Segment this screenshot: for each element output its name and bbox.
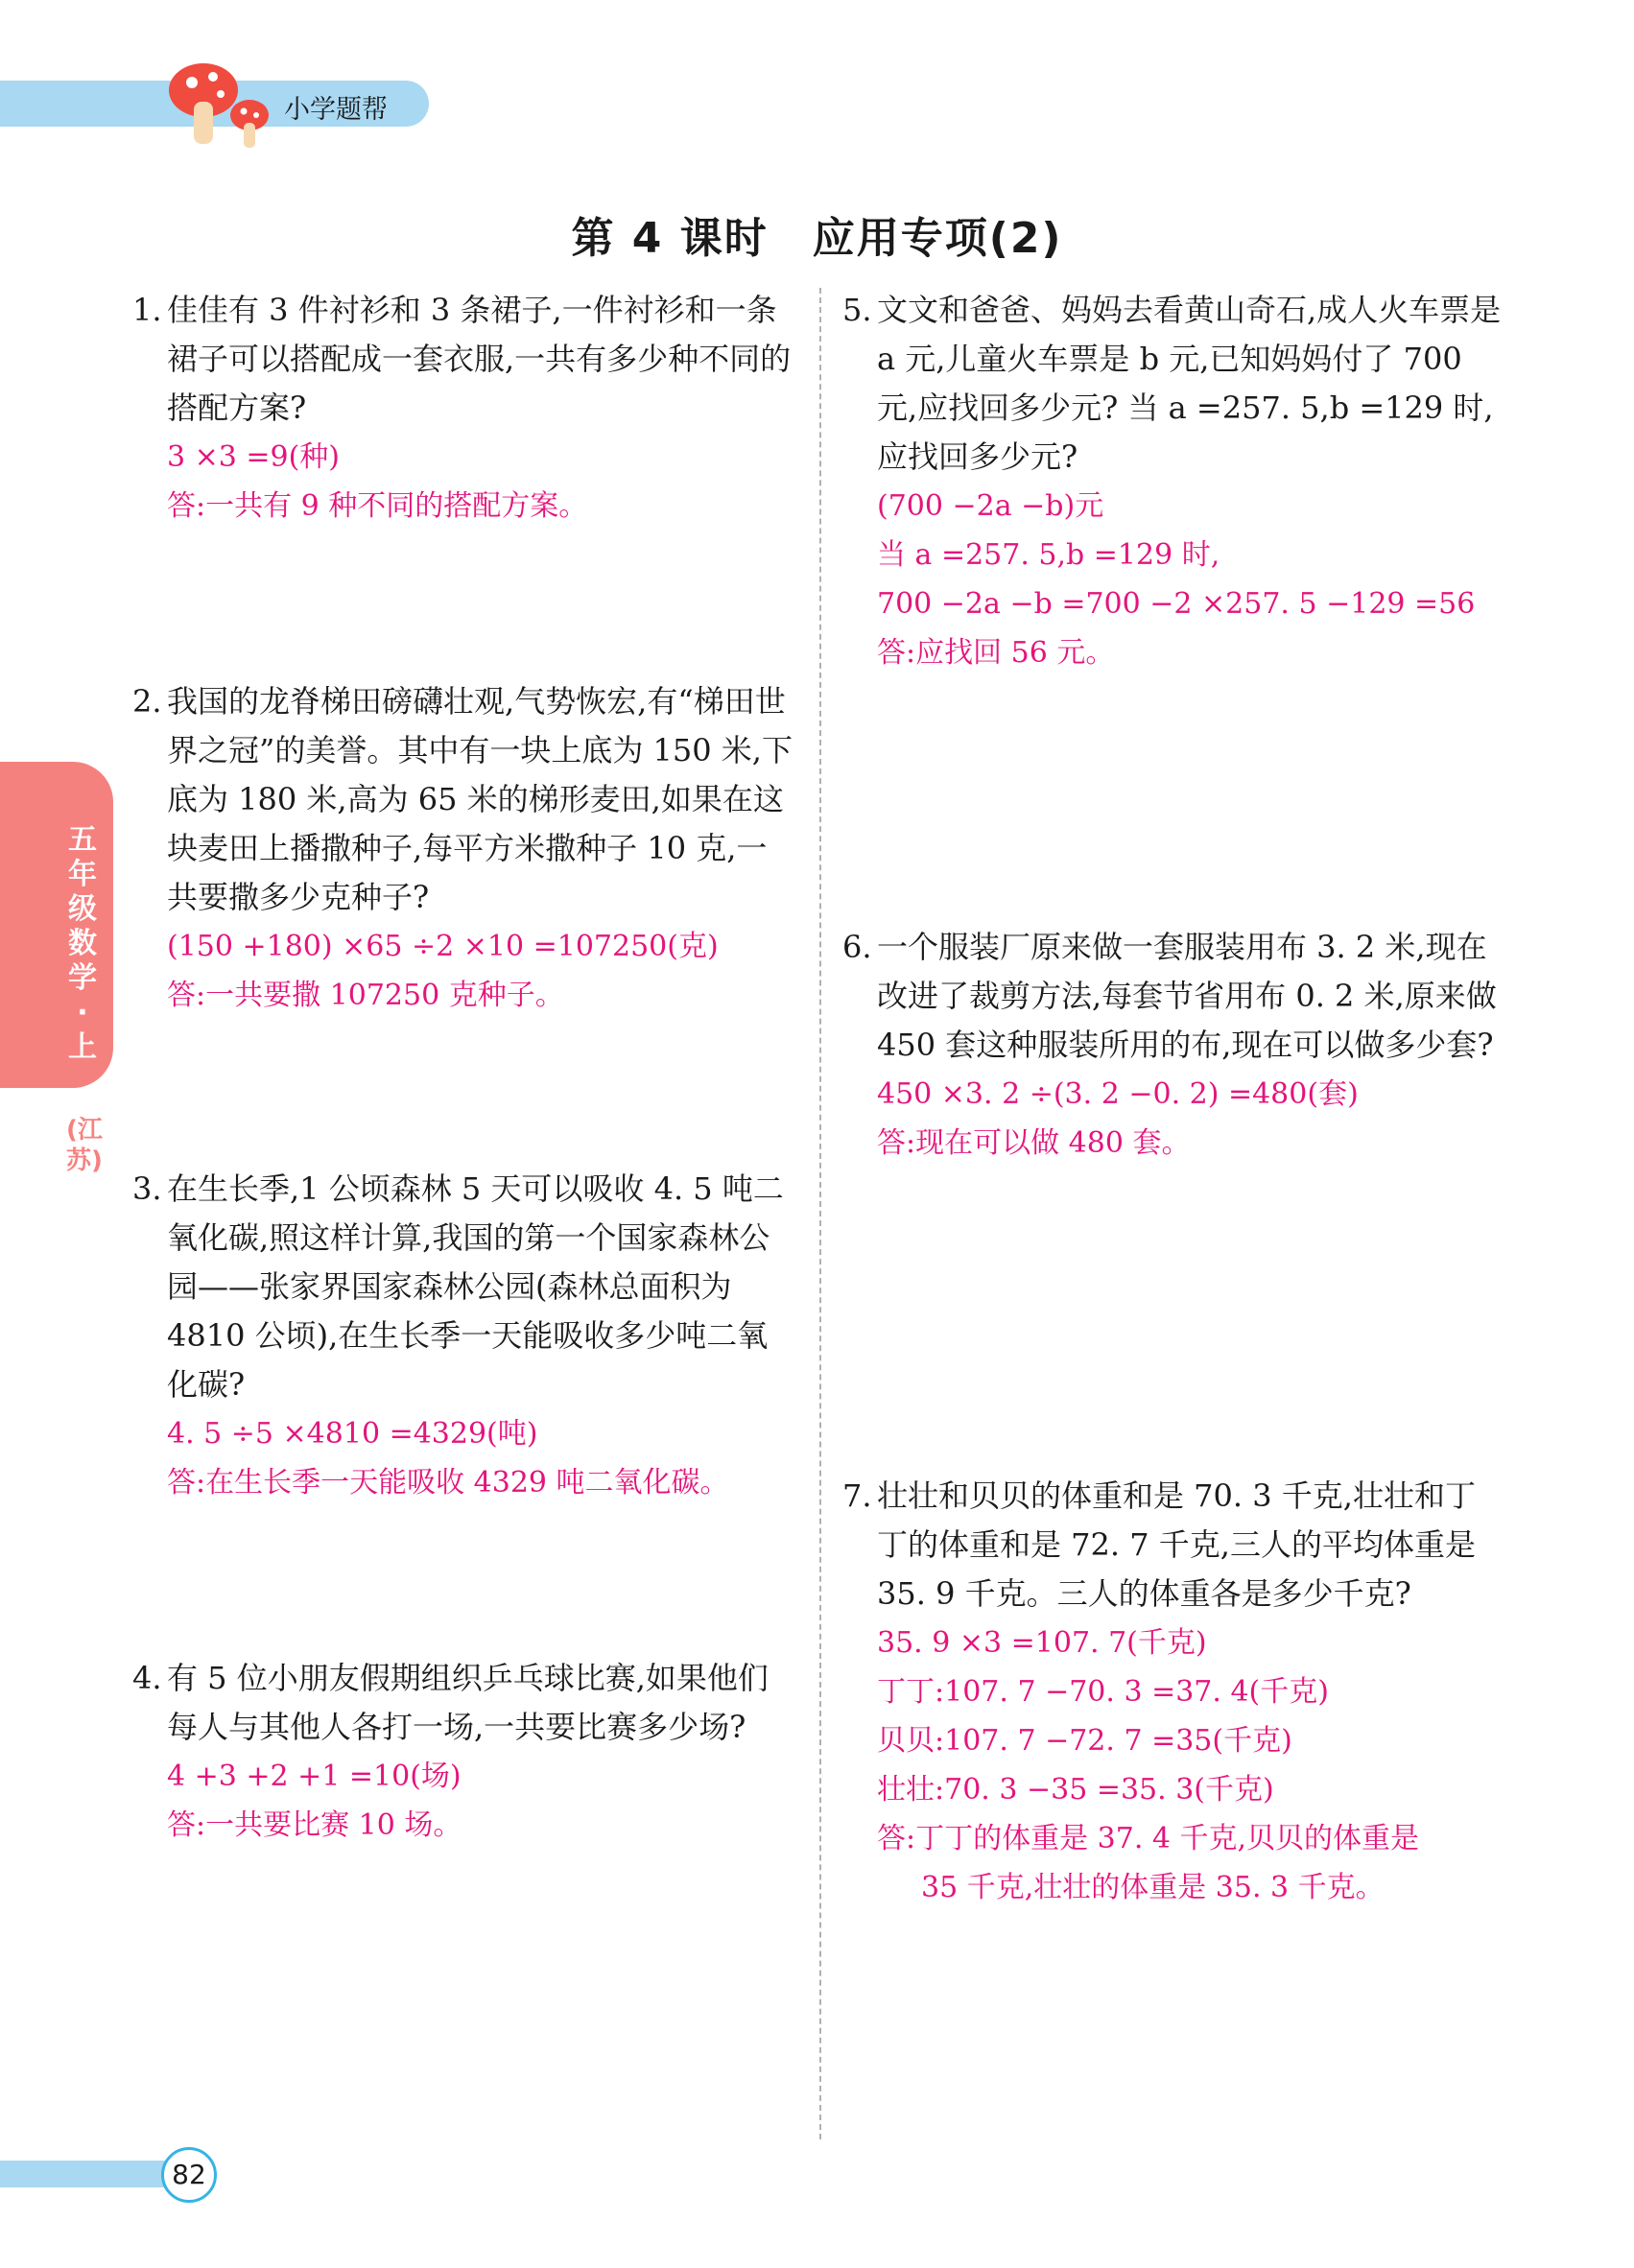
problem-number: 7. [842,1477,872,1514]
problem-5 [842,286,1504,677]
problem-question: 在生长季,1 公顷森林 5 天可以吸收 4. 5 吨二氧化碳,照这样计算,我国的第一个国家森林公园——张家界国家森林公园(森林总面积为 4810 公顷),在生长季一天能吸收多少吨二氧化碳? [167,1170,784,1403]
answer-line: 丁丁:107. 7 −70. 3 =37. 4(千克) [877,1675,1329,1709]
problem-number: 2. [132,683,162,720]
problem-1 [132,286,794,531]
answer-line: 答:应找回 56 元。 [877,636,1115,670]
region-label: (江苏) [66,1116,103,1175]
brand-label: 小学题帮 [284,95,388,125]
answer-line: 4. 5 ÷5 ×4810 =4329(吨) [167,1417,538,1451]
answer-line: 贝贝:107. 7 −72. 7 =35(千克) [877,1724,1292,1758]
answer-line: 700 −2a −b =700 −2 ×257. 5 −129 =56 [877,587,1476,621]
answer-line: 35. 9 ×3 =107. 7(千克) [877,1626,1207,1660]
answer-line: 4 +3 +2 +1 =10(场) [167,1760,462,1793]
problem-7 [842,1472,1504,1912]
problem-4 [132,1654,794,1850]
answer-line: (150 +180) ×65 ÷2 ×10 =107250(克) [167,930,719,963]
answer-line: 答:现在可以做 480 套。 [877,1126,1191,1160]
problem-number: 3. [132,1170,162,1207]
answer-line: 450 ×3. 2 ÷(3. 2 −0. 2) =480(套) [877,1077,1359,1111]
problem-question: 文文和爸爸、妈妈去看黄山奇石,成人火车票是 a 元,儿童火车票是 b 元,已知妈妈付了 700 元,应找回多少元? 当 a =257. 5,b =129 时,应找回多少元? [877,292,1502,475]
answer-line: 答:在生长季一天能吸收 4329 吨二氧化碳。 [167,1466,729,1500]
column-divider [819,288,821,2139]
answer-line: 答:一共要撒 107250 克种子。 [167,979,564,1012]
problem-6 [842,923,1504,1168]
problem-number: 6. [842,929,872,965]
answer-line: (700 −2a −b)元 [877,489,1104,523]
problem-2 [132,677,794,1020]
page-title: 第 4 课时 应用专项(2) [571,214,1063,263]
problem-question: 壮壮和贝贝的体重和是 70. 3 千克,壮壮和丁丁的体重和是 72. 7 千克,三人的平均体重是 35. 9 千克。三人的体重各是多少千克? [877,1477,1476,1612]
answer-line: 壮壮:70. 3 −35 =35. 3(千克) [877,1773,1274,1807]
answer-line: 当 a =257. 5,b =129 时, [877,538,1220,572]
grade-label: 五年级数学·上 [68,823,97,1064]
answer-line: 答:一共要比赛 10 场。 [167,1808,462,1842]
answer-line: 35 千克,壮壮的体重是 35. 3 千克。 [921,1871,1385,1904]
problem-question: 我国的龙脊梯田磅礴壮观,气势恢宏,有“梯田世界之冠”的美誉。其中有一块上底为 150 米,下底为 180 米,高为 65 米的梯形麦田,如果在这块麦田上播撒种子,每平方米撒种子 10 克,一共要撒多少克种子? [167,683,793,915]
mushroom-logo-icon [163,56,278,152]
problem-question: 有 5 位小朋友假期组织乒乓球比赛,如果他们每人与其他人各打一场,一共要比赛多少场? [167,1660,769,1745]
answer-line: 答:一共有 9 种不同的搭配方案。 [167,489,588,523]
problem-question: 佳佳有 3 件衬衫和 3 条裙子,一件衬衫和一条裙子可以搭配成一套衣服,一共有多少种不同的搭配方案? [167,292,792,426]
problem-3 [132,1165,794,1507]
answer-line: 3 ×3 =9(种) [167,440,341,474]
problem-number: 1. [132,292,162,328]
problem-question: 一个服装厂原来做一套服装用布 3. 2 米,现在改进了裁剪方法,每套节省用布 0. 2 米,原来做 450 套这种服装所用的布,现在可以做多少套? [877,929,1497,1063]
answer-line: 答:丁丁的体重是 37. 4 千克,贝贝的体重是 [877,1822,1420,1855]
problem-number: 4. [132,1660,162,1696]
page-number: 82 [161,2147,217,2203]
problem-number: 5. [842,292,872,328]
